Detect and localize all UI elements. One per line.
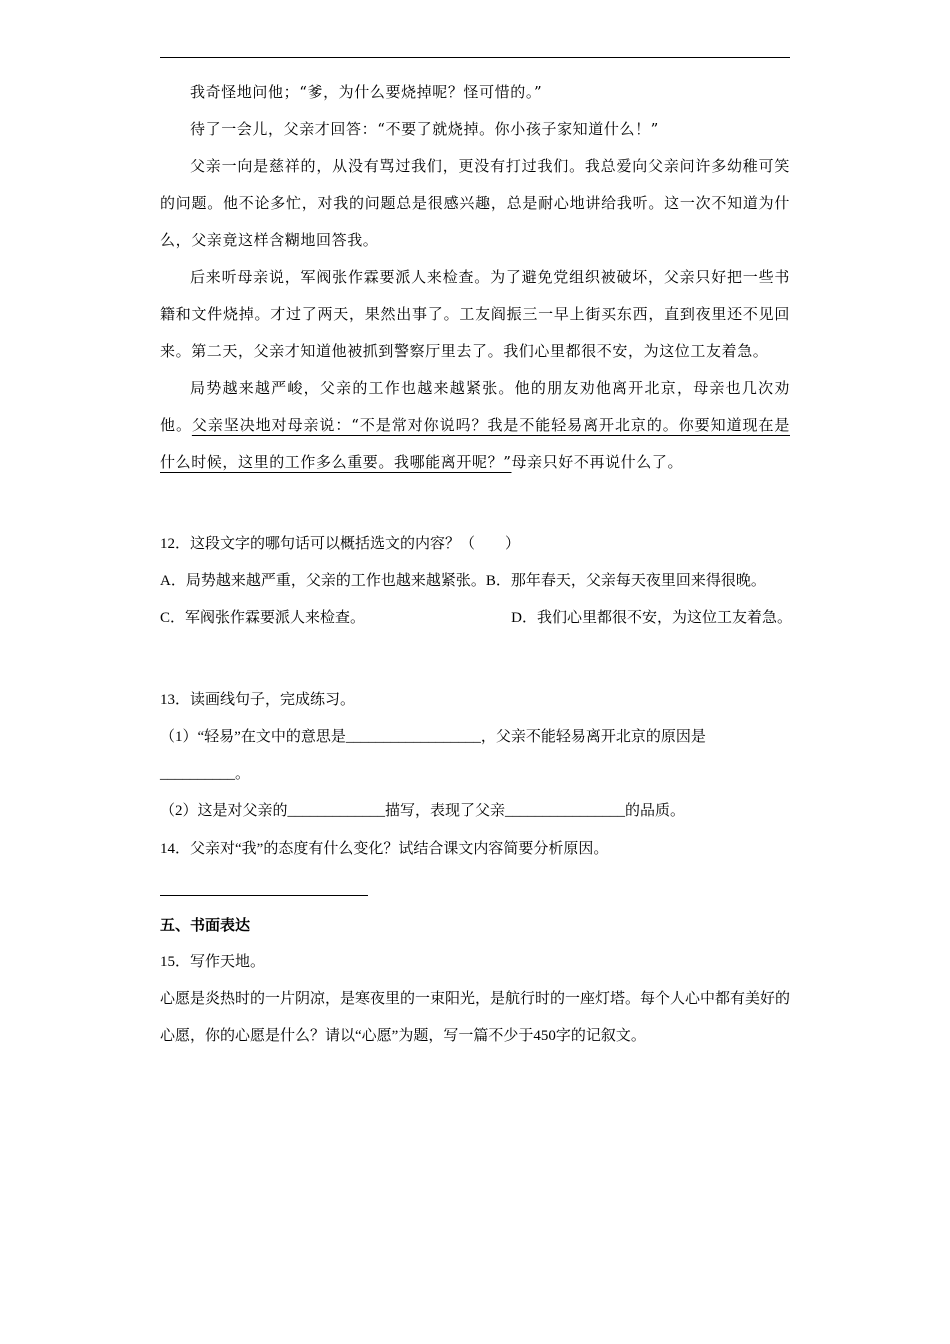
question-13 [160, 682, 792, 830]
question-14 [160, 831, 792, 868]
question-12-options-cd [160, 600, 792, 637]
option-c: C．军阀张作霖要派人来检查。 [160, 610, 366, 626]
passage-paragraph-5 [160, 370, 790, 481]
option-b: B．那年春天，父亲每天夜里回来得很晚。 [485, 573, 766, 589]
passage-paragraph-1: 我奇怪地问他；“爹，为什么要烧掉呢？怪可惜的。” [190, 83, 543, 101]
passage-p5-start: 局势越来越严峻，父亲的工作也越来越紧张。他的朋友劝他离开北京，母亲也几次劝他。 [160, 379, 790, 434]
passage-paragraph-2: 待了一会儿，父亲才回答：“不要了就烧掉。你小孩子家知道什么！” [190, 120, 659, 138]
passage-paragraph-4: 后来听母亲说，军阀张作霖要派人来检查。为了避免党组织被破坏，父亲只好把一些书籍和文件烧掉。才过了两天，果然出事了。工友阎振三一早上街买东西，直到夜里还不见回来。第二天，父亲才知道他被抓到警察厅里去了。我们心里都很不安，为这位工友着急。 [160, 268, 790, 360]
option-d: D．我们心里都很不安，为这位工友着急。 [511, 610, 792, 626]
question-14-stem: 14．父亲对“我”的态度有什么变化？试结合课文内容简要分析原因。 [160, 841, 609, 857]
underlined-sentence: 父亲坚决地对母亲说：“不是常对你说吗？我是不能轻易离开北京的。你要知道现在是什么时候，这里的工作多么重要。我哪能离开呢？” [160, 416, 790, 471]
passage-paragraph-3: 父亲一向是慈祥的，从没有骂过我们，更没有打过我们。我总爱向父亲问许多幼稚可笑的问题。他不论多忙，对我的问题总是很感兴趣，总是耐心地讲给我听。这一次不知道为什么，父亲竟这样含糊地回答我。 [160, 157, 790, 249]
top-divider [160, 57, 790, 58]
question-12-stem: 12．这段文字的哪句话可以概括选文的内容？（ ） [160, 536, 521, 552]
answer-line [160, 895, 368, 896]
reading-passage [160, 74, 790, 481]
question-13-sub-1: （1）“轻易”在文中的意思是__________________，父亲不能轻易离开北京的原因是__________。 [160, 729, 706, 782]
section-5-title: 五、书面表达 [160, 916, 251, 934]
question-13-stem: 13．读画线句子，完成练习。 [160, 692, 356, 708]
question-13-sub-2: （2）这是对父亲的_____________描写，表现了父亲________________的品质。 [160, 803, 686, 819]
question-12-options-ab [160, 563, 792, 600]
question-12 [160, 526, 792, 637]
question-15-prompt: 心愿是炎热时的一片阴凉，是寒夜里的一束阳光，是航行时的一座灯塔。每个人心中都有美好的心愿，你的心愿是什么？请以“心愿”为题，写一篇不少于450字的记叙文。 [160, 991, 791, 1044]
passage-p5-end: 母亲只好不再说什么了。 [511, 453, 684, 471]
question-15 [160, 944, 792, 1055]
question-15-stem: 15．写作天地。 [160, 954, 266, 970]
option-a: A．局势越来越严重，父亲的工作也越来越紧张。 [160, 573, 486, 589]
